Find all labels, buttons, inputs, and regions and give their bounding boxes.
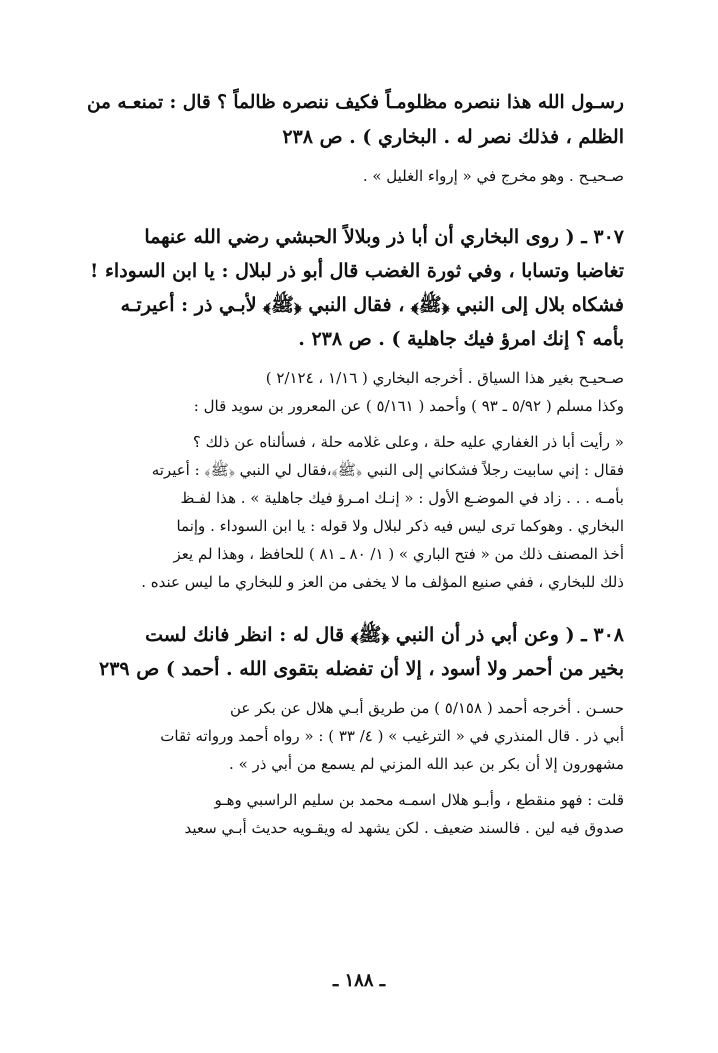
hadith-308 [80, 618, 624, 686]
hadith-line: ٣٠٨ ـ ( وعن أبي ذر أن النبي ﴿ﷺ﴾ قال له : انظر فانك لست [145, 624, 624, 646]
hadith-line: الظلم ، فذلك نصر له . البخاري ) . ص ٢٣٨ [282, 126, 624, 148]
hadith-306-end [80, 86, 624, 154]
commentary-line: صدوق فيه لين . فالسند ضعيف . لكن يشهد له ويقـويه حديث أبـي سعيد [184, 819, 624, 837]
commentary-line: صـحيـح . وهو مخرج في « إرواء الغليل » . [362, 167, 624, 185]
document-page [80, 86, 624, 842]
hadith-line: ٣٠٧ ـ ( روى البخاري أن أبا ذر وبلالاً الحبشي رضي الله عنهما [144, 226, 624, 248]
commentary-line: أبي ذر . قال المنذري في « الترغيب » ( ٤/ ٣٣ ) : « رواه أحمد ورواته ثقات [160, 727, 624, 745]
hadith-307-commentary-2 [80, 428, 624, 596]
hadith-308-commentary-1 [80, 694, 624, 778]
commentary-line: « رأيت أبا ذر الغفاري عليه حلة ، وعلى غلامه حلة ، فسألناه عن ذلك ؟ [192, 433, 624, 451]
page-number: ـ ١٨٨ ـ [332, 970, 386, 991]
hadith-line: بخير من أحمر ولا أسود ، إلا أن تفضله بتقوى الله . أحمد ) ص ٢٣٩ [99, 658, 624, 680]
commentary-line: بأمـه . . . زاد في الموضـع الأول : « إنـك امـرؤ فيك جاهلية » . هذا لفـظ [180, 489, 624, 507]
hadith-306-commentary [80, 162, 624, 190]
commentary-line: قلت : فهو منقطع ، وأبـو هلال اسمـه محمد بن سليم الراسبي وهـو [214, 791, 624, 809]
commentary-line: مشهورون إلا أن بكر بن عبد الله المزني لم يسمع من أبي ذر » . [229, 755, 624, 773]
commentary-line: ذلك للبخاري ، ففي صنيع المؤلف ما لا يخفى من العز و للبخاري ما ليس عنده . [141, 573, 624, 591]
commentary-line: وكذا مسلم ( ٥/٩٢ ـ ٩٣ ) وأحمد ( ٥/١٦١ ) عن المعرور بن سويد قال : [193, 397, 624, 415]
hadith-line: بأمه ؟ إنك امرؤ فيك جاهلية ) . ص ٢٣٨ . [298, 328, 624, 350]
commentary-line: حسـن . أخرجه أحمد ( ٥/١٥٨ ) من طريق أبـي هلال عن بكر عن [229, 699, 624, 717]
hadith-308-commentary-2 [80, 786, 624, 842]
commentary-line: فقال : إني سابيت رجلاً فشكاني إلى النبي ﴿ﷺ﴾،فقال لي النبي ﴿ﷺ﴾ : أعيرته [151, 461, 624, 479]
hadith-307 [80, 220, 624, 356]
hadith-307-commentary-1 [80, 364, 624, 420]
commentary-line: البخاري . وهوكما ترى ليس فيه ذكر لبلال ولا قوله : يا ابن السوداء . وإنما [176, 517, 624, 535]
commentary-line: صـحيـح بغير هذا السياق . أخرجه البخاري ( ١/١٦ ، ٢/١٢٤ ) [265, 369, 624, 387]
hadith-line: فشكاه بلال إلى النبي ﴿ﷺ﴾ ، فقال النبي ﴿ﷺ﴾ لأبـي ذر : أعيرتـه [120, 294, 624, 316]
hadith-line: رسـول الله هذا ننصره مظلومـاً فكيف ننصره ظالماً ؟ قال : تمنعـه من [86, 92, 624, 113]
hadith-line: تغاضبا وتسابا ، وفي ثورة الغضب قال أبو ذر لبلال : يا ابن السوداء ! [90, 260, 624, 282]
commentary-line: أخذ المصنف ذلك من « فتح الباري » ( ١/ ٨٠ ـ ٨١ ) للحافظ ، وهذا لم يعز [173, 545, 624, 563]
